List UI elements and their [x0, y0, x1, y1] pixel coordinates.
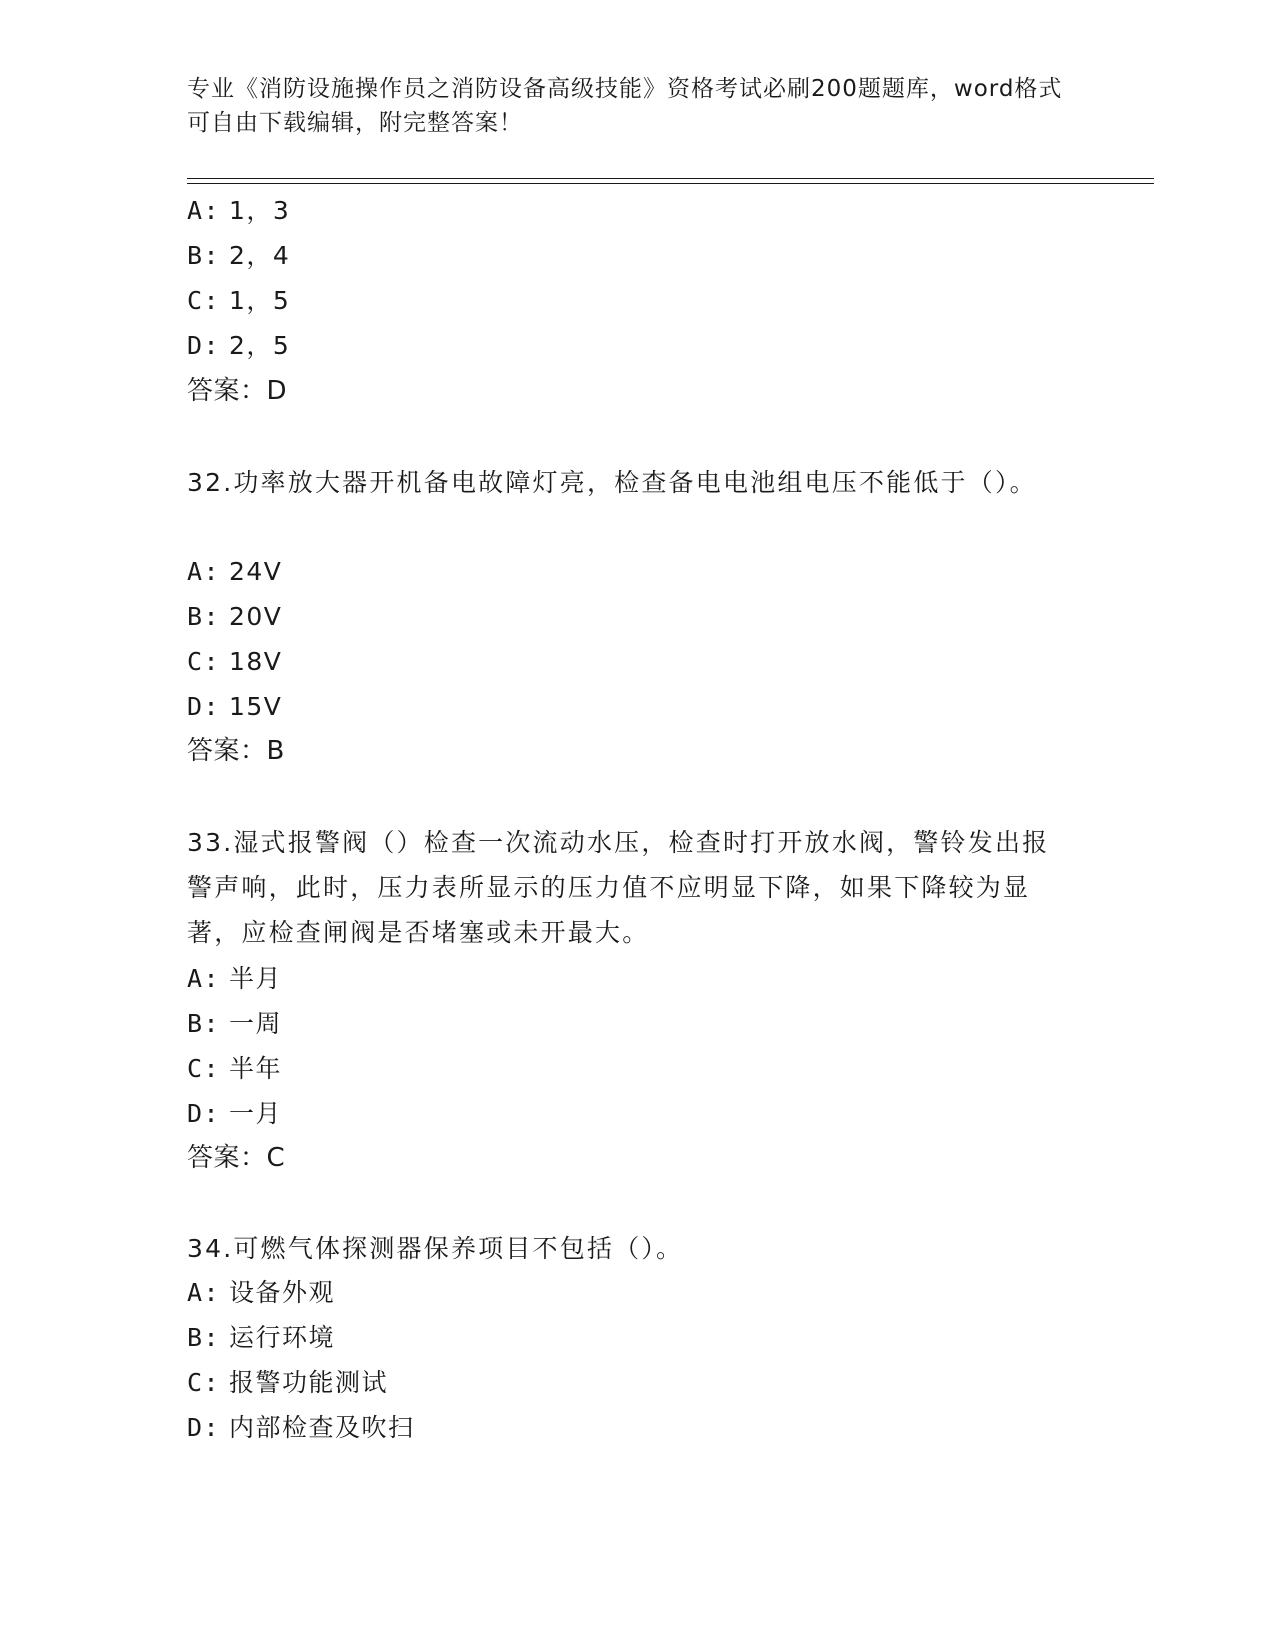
option-c: C: 1，5: [187, 286, 291, 315]
option-a: A: 设备外观: [187, 1278, 336, 1307]
header-divider-top: [187, 178, 1154, 179]
answer-line: 答案：C: [187, 1143, 286, 1173]
question-34-text: 34.可燃气体探测器保养项目不包括（）。: [187, 1234, 684, 1263]
option-c: C: 半年: [187, 1054, 283, 1083]
option-d: D: 一月: [187, 1099, 283, 1128]
option-b: B: 运行环境: [187, 1323, 336, 1352]
option-a: A: 半月: [187, 964, 283, 993]
answer-line: 答案：B: [187, 736, 285, 766]
option-d: D: 2，5: [187, 331, 291, 360]
option-a: A: 1，3: [187, 196, 291, 225]
question-33-text: 33.湿式报警阀（）检查一次流动水压，检查时打开放水阀，警铃发出报警声响，此时，压力表所显示的压力值不应明显下降，如果下降较为显著，应检查闸阀是否堵塞或未开最大。: [187, 828, 1050, 947]
option-b: B: 一周: [187, 1009, 283, 1038]
option-c: C: 18V: [187, 647, 283, 676]
document-header: 专业《消防设施操作员之消防设备高级技能》资格考试必刷200题题库，word格式可自由下载编辑，附完整答案！: [187, 76, 1063, 136]
option-d: D: 15V: [187, 692, 283, 721]
option-a: A: 24V: [187, 557, 283, 586]
option-d: D: 内部检查及吹扫: [187, 1413, 415, 1442]
option-b: B: 2，4: [187, 241, 291, 270]
header-divider-bottom: [187, 183, 1154, 184]
question-32-text: 32.功率放大器开机备电故障灯亮，检查备电电池组电压不能低于（）。: [187, 468, 1037, 497]
option-c: C: 报警功能测试: [187, 1368, 389, 1397]
answer-line: 答案：D: [187, 376, 288, 406]
option-b: B: 20V: [187, 602, 283, 631]
